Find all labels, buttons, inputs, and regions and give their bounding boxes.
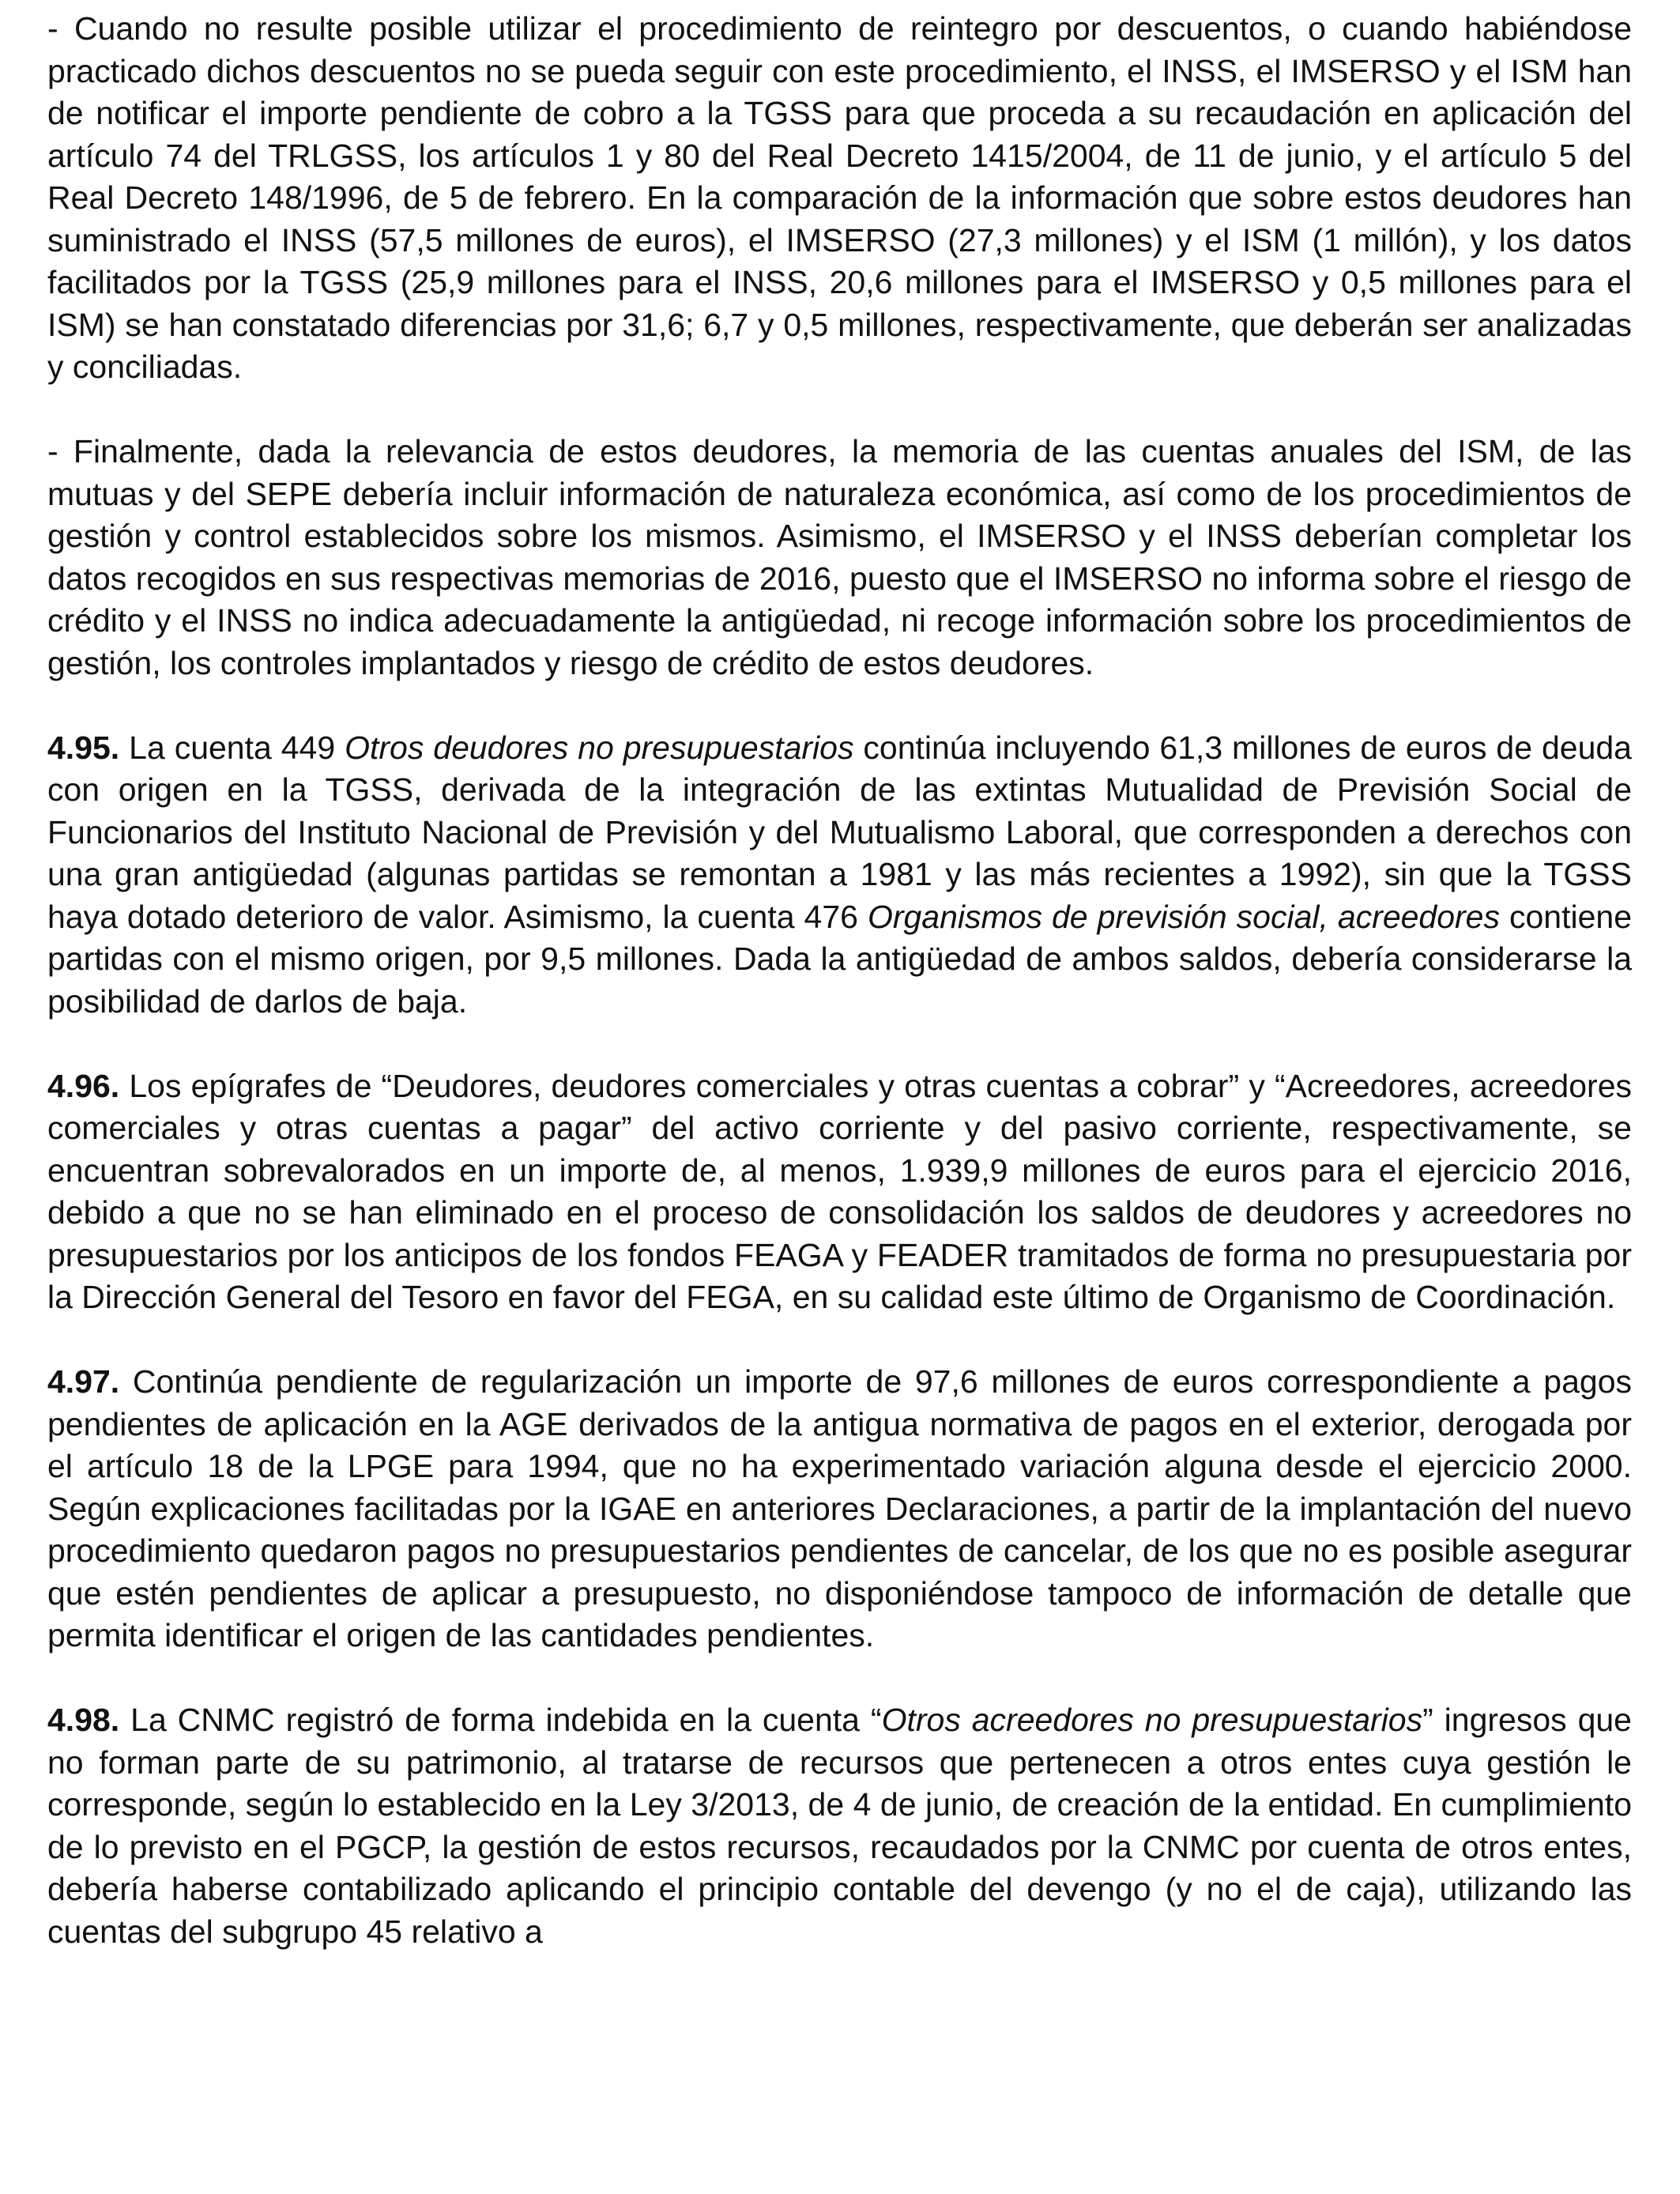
- paragraph-4-98: [47, 1699, 1632, 1953]
- paragraph-text: continúa incluyendo 61,3 millones de euros de deuda con origen en la TGSS, derivada de la integración de las extintas Mutualidad de Previsión Social de Funcionarios del Instituto Nacional de Previsión y del Mutualismo Laboral, que corresponden a derechos con una gran antigüedad (algunas partidas se remontan a 1981 y las más recientes a 1992), sin que la TGSS haya dotado deterioro de valor. Asimismo, la cuenta 476: [47, 729, 1632, 935]
- paragraph-4-96: [47, 1065, 1632, 1319]
- account-name-italic: Otros deudores no presupuestarios: [345, 729, 854, 766]
- paragraph-reintegro: [47, 8, 1632, 389]
- paragraph-text: Continúa pendiente de regularización un importe de 97,6 millones de euros correspondiente a pagos pendientes de aplicación en la AGE derivados de la antigua normativa de pagos en el exterior, derogada por el artículo 18 de la LPGE para 1994, que no ha experimentado variación alguna desde el ejercicio 2000. Según explicaciones facilitadas por la IGAE en anteriores Declaraciones, a partir de la implantación del nuevo procedimiento quedaron pagos no presupuestarios pendientes de cancelar, de los que no es posible asegurar que estén pendientes de aplicar a presupuesto, no disponiéndose tampoco de información de detalle que permita identificar el origen de las cantidades pendientes.: [47, 1363, 1632, 1653]
- paragraph-number: 4.97.: [47, 1363, 120, 1400]
- paragraph-text: contiene partidas con el mismo origen, por 9,5 millones. Dada la antigüedad de ambos saldos, debería considerarse la posibilidad de darlos de baja.: [47, 898, 1632, 1020]
- paragraph-text: ” ingresos que no forman parte de su patrimonio, al tratarse de recursos que pertenecen a otros entes cuya gestión le corresponde, según lo establecido en la Ley 3/2013, de 4 de junio, de creación de la entidad. En cumplimiento de lo previsto en el PGCP, la gestión de estos recursos, recaudados por la CNMC por cuenta de otros entes, debería haberse contabilizado aplicando el principio contable del devengo (y no el de caja), utilizando las cuentas del subgrupo 45 relativo a: [47, 1702, 1632, 1950]
- paragraph-number: 4.96.: [47, 1067, 120, 1104]
- account-name-italic: Organismos de previsión social, acreedores: [867, 898, 1500, 935]
- account-name-italic: Otros acreedores no presupuestarios: [881, 1702, 1423, 1738]
- document-page: [47, 8, 1632, 1953]
- paragraph-text: - Finalmente, dada la relevancia de estos deudores, la memoria de las cuentas anuales del ISM, de las mutuas y del SEPE debería incluir información de naturaleza económica, así como de los procedimientos de gestión y control establecidos sobre los mismos. Asimismo, el IMSERSO y el INSS deberían completar los datos recogidos en sus respectivas memorias de 2016, puesto que el IMSERSO no informa sobre el riesgo de crédito y el INSS no indica adecuadamente la antigüedad, ni recoge información sobre los procedimientos de gestión, los controles implantados y riesgo de crédito de estos deudores.: [47, 433, 1632, 681]
- paragraph-text: - Cuando no resulte posible utilizar el procedimiento de reintegro por descuentos, o cuando habiéndose practicado dichos descuentos no se pueda seguir con este procedimiento, el INSS, el IMSERSO y el ISM han de notificar el importe pendiente de cobro a la TGSS para que proceda a su recaudación en aplicación del artículo 74 del TRLGSS, los artículos 1 y 80 del Real Decreto 1415/2004, de 11 de junio, y el artículo 5 del Real Decreto 148/1996, de 5 de febrero. En la comparación de la información que sobre estos deudores han suministrado el INSS (57,5 millones de euros), el IMSERSO (27,3 millones) y el ISM (1 millón), y los datos facilitados por la TGSS (25,9 millones para el INSS, 20,6 millones para el IMSERSO y 0,5 millones para el ISM) se han constatado diferencias por 31,6; 6,7 y 0,5 millones, respectivamente, que deberán ser analizadas y conciliadas.: [47, 10, 1632, 385]
- paragraph-number: 4.95.: [47, 729, 120, 766]
- paragraph-4-97: [47, 1361, 1632, 1657]
- paragraph-4-95: [47, 727, 1632, 1023]
- paragraph-text: La cuenta 449: [119, 729, 345, 766]
- paragraph-text: La CNMC registró de forma indebida en la cuenta “: [119, 1702, 882, 1738]
- paragraph-finalmente: [47, 431, 1632, 684]
- paragraph-number: 4.98.: [47, 1702, 120, 1738]
- paragraph-text: Los epígrafes de “Deudores, deudores comerciales y otras cuentas a cobrar” y “Acreedores, acreedores comerciales y otras cuentas a pagar” del activo corriente y del pasivo corriente, respectivamente, se encuentran sobrevalorados en un importe de, al menos, 1.939,9 millones de euros para el ejercicio 2016, debido a que no se han eliminado en el proceso de consolidación los saldos de deudores y acreedores no presupuestarios por los anticipos de los fondos FEAGA y FEADER tramitados de forma no presupuestaria por la Dirección General del Tesoro en favor del FEGA, en su calidad este último de Organismo de Coordinación.: [47, 1067, 1632, 1315]
